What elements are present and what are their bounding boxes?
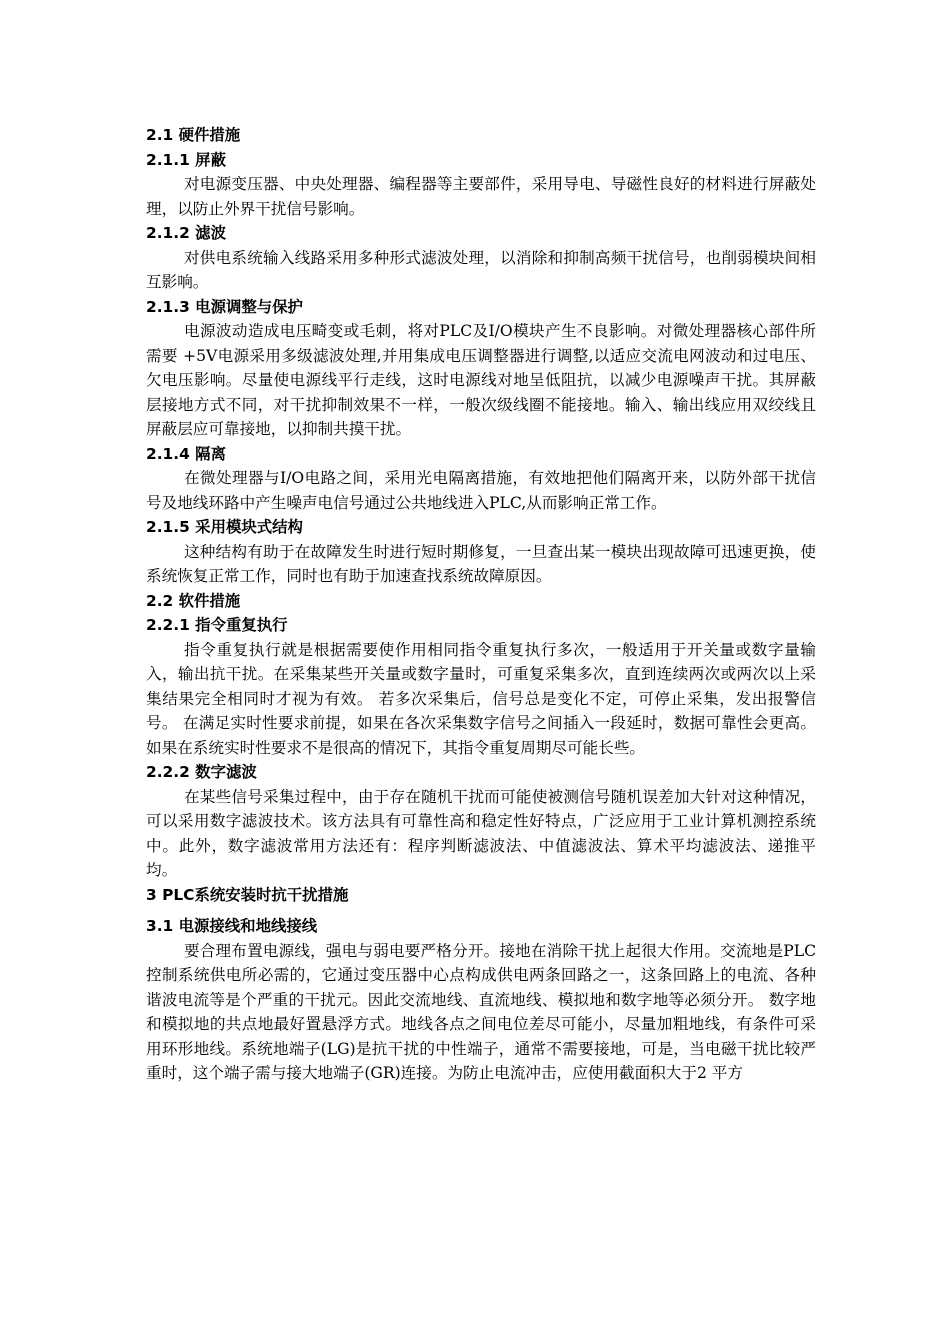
subsection-heading: 2.1.4 隔离 — [146, 444, 226, 463]
subsection-heading: 2.1.1 屏蔽 — [146, 150, 226, 169]
paragraph: 对供电系统输入线路采用多种形式滤波处理，以消除和抑制高频干扰信号，也削弱模块间相互影响。 — [146, 248, 816, 291]
paragraph: 要合理布置电源线，强电与弱电要严格分开。接地在消除干扰上起很大作用。交流地是PLC控制系统供电所必需的，它通过变压器中心点构成供电两条回路之一，这条回路上的电流、各种谐波电流等是个严重的干扰元。因此交流地线、直流地线、模拟地和数字地等必须分开。 数字地和模拟地的共点地最好置悬浮方式。地线各点之间电位差尽可能小，尽量加粗地线，有条件可采用环形地线。系统地端子(LG)是抗干扰的中性端子，通常不需要接地，可是，当电磁干扰比较严重时，这个端子需与接大地端子(GR)连接。为防止电流冲击，应使用截面积大于2 平方 — [146, 941, 816, 1082]
paragraph: 指令重复执行就是根据需要使作用相同指令重复执行多次，一般适用于开关量或数字量输入，输出抗干扰。在采集某些开关量或数字量时，可重复采集多次，直到连续两次或两次以上采集结果完全相同时才视为有效。 若多次采集后，信号总是变化不定，可停止采集，发出报警信号。 在满足实时性要求前提，如果在各次采集数字信号之间插入一段延时，数据可靠性会更高。如果在系统实时性要求不是很高的情况下，其指令重复周期尽可能长些。 — [146, 640, 816, 757]
section-heading: 2.1 硬件措施 — [146, 126, 241, 144]
paragraph: 在某些信号采集过程中，由于存在随机干扰而可能使被测信号随机误差加大针对这种情况，可以采用数字滤波技术。该方法具有可靠性高和稳定性好特点，广泛应用于工业计算机测控系统中。此外，数字滤波常用方法还有：程序判断滤波法、中值滤波法、算术平均滤波法、递推平均。 — [146, 787, 816, 879]
document-page — [146, 123, 816, 1086]
paragraph: 电源波动造成电压畸变或毛刺，将对PLC及I/O模块产生不良影响。对微处理器核心部件所需要 +5V电源采用多级滤波处理,并用集成电压调整器进行调整,以适应交流电网波动和过电压、欠电压影响。尽量使电源线平行走线，这时电源线对地呈低阻抗，以减少电源噪声干扰。其屏蔽层接地方式不同，对干扰抑制效果不一样，一般次级线圈不能接地。输入、输出线应用双绞线且屏蔽层应可靠接地，以抑制共摸干扰。 — [146, 322, 816, 438]
subsection-heading: 2.1.3 电源调整与保护 — [146, 297, 303, 316]
paragraph: 在微处理器与I/O电路之间，采用光电隔离措施，有效地把他们隔离开来，以防外部干扰信号及地线环路中产生噪声电信号通过公共地线进入PLC,从而影响正常工作。 — [146, 469, 816, 512]
chapter-heading: 3 PLC系统安装时抗干扰措施 — [146, 885, 349, 904]
paragraph: 对电源变压器、中央处理器、编程器等主要部件，采用导电、导磁性良好的材料进行屏蔽处理，以防止外界干扰信号影响。 — [146, 175, 816, 218]
paragraph: 这种结构有助于在故障发生时进行短时期修复，一旦查出某一模块出现故障可迅速更换，使系统恢复正常工作，同时也有助于加速查找系统故障原因。 — [146, 542, 816, 585]
subsection-heading: 2.2.2 数字滤波 — [146, 763, 257, 781]
subsection-heading: 2.1.5 采用模块式结构 — [146, 518, 303, 536]
section-heading: 3.1 电源接线和地线接线 — [146, 917, 318, 935]
section-heading: 2.2 软件措施 — [146, 591, 241, 610]
subsection-heading: 2.2.1 指令重复执行 — [146, 616, 288, 634]
subsection-heading: 2.1.2 滤波 — [146, 224, 226, 242]
